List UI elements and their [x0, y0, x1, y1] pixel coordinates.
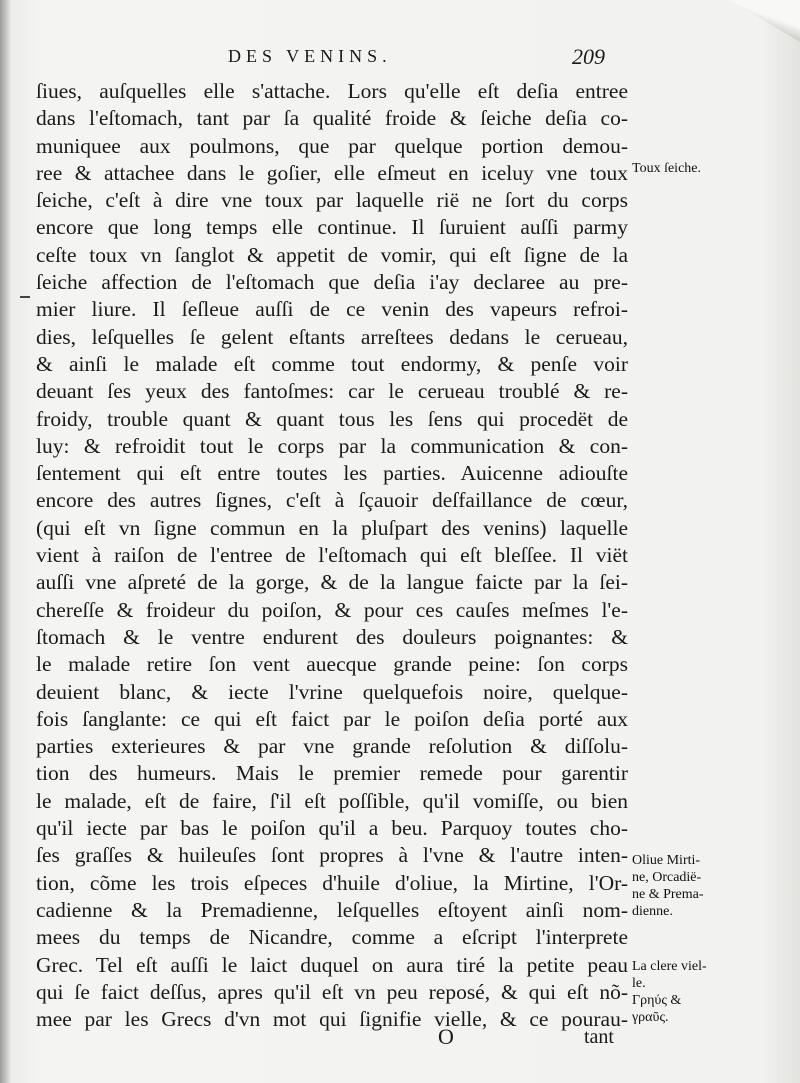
marginal-line: Γρηύς & — [632, 993, 682, 1008]
text-line: auſſi vne aſpreté de la gorge, & de la langue faicte par la ſei- — [36, 570, 628, 595]
text-line: tion des humeurs. Mais le premier remede pour garentir — [36, 761, 628, 786]
text-line: vient à raiſon de l'entree de l'eſtomach qui eſt bleſſee. Il viët — [36, 543, 628, 568]
text-line: ſes graſſes & huileuſes ſont propres à l'vne & l'autre inten- — [36, 843, 628, 868]
page-corner-fold — [730, 0, 800, 42]
page-gutter-shadow — [0, 0, 10, 1083]
running-title: DES VENINS. — [228, 46, 392, 66]
text-line: deuant ſes yeux des fantoſmes: car le cerueau troublé & re- — [36, 379, 628, 404]
text-line: encore des autres ſignes, c'eſt à ſçauoir deſfaillance de cœur, — [36, 488, 628, 513]
marginal-line: γραῦς. — [632, 1010, 669, 1025]
text-line: encore que long temps elle continue. Il ſuruient auſſi parmy — [36, 215, 628, 240]
text-line: ſeiche affection de l'eſtomach que deſia i'ay declaree au pre- — [36, 270, 628, 295]
text-line: & ainſi le malade eſt comme tout endormy, & penſe voir — [36, 351, 628, 376]
text-line: mees du temps de Nicandre, comme a eſcript l'interprete — [36, 925, 628, 950]
text-line: qu'il iecte par bas le poiſon qu'il a beu. Parquoy toutes cho- — [36, 816, 628, 841]
text-line: mier liure. Il ſeſleue auſſi de ce venin des vapeurs refroi- — [36, 297, 628, 322]
marginal-line: ne & Prema- — [632, 887, 704, 902]
text-line: tion, cõme les trois eſpeces d'huile d'oliue, la Mirtine, l'Or- — [36, 870, 628, 895]
catchword: tant — [584, 1026, 614, 1048]
text-line: dans l'eſtomach, tant par ſa qualité froide & ſeiche deſia co- — [36, 106, 628, 131]
marginal-line: ne, Orcadië- — [632, 870, 702, 885]
signature-mark: O — [438, 1024, 454, 1049]
marginal-line: Oliue Mirti- — [632, 853, 701, 868]
text-line: mee par les Grecs d'vn mot qui ſignifie vielle, & ce pourau- — [36, 1007, 628, 1032]
marginal-line: le. — [632, 976, 646, 991]
marginal-note-oliue — [632, 852, 704, 920]
text-line: luy: & refroidit tout le corps par la communication & con- — [36, 433, 628, 458]
text-line: fois ſanglante: ce qui eſt faict par le poiſon deſia porté aux — [36, 706, 628, 731]
text-line: deuient blanc, & iecte l'vrine quelquefois noire, quelque- — [36, 679, 628, 704]
body-text — [36, 78, 628, 1033]
marginal-note-clere — [632, 958, 707, 1026]
text-line: Grec. Tel eſt auſſi le laict duquel on aura tiré la petite peau — [36, 952, 628, 977]
marginal-line: dienne. — [632, 904, 673, 919]
text-line: cadienne & la Premadienne, leſquelles eſtoyent ainſi nom- — [36, 897, 628, 922]
text-line: ſeiche, c'eſt à dire vne toux par laquelle rië ne ſort du corps — [36, 188, 628, 213]
text-line: ree & attachee dans le goſier, elle eſmeut en iceluy vne toux — [36, 160, 628, 185]
marginal-line: La clere viel- — [632, 959, 707, 974]
text-line: parties exterieures & par vne grande reſolution & diſſolu- — [36, 734, 628, 759]
text-line: (qui eſt vn ſigne commun en la pluſpart des venins) laquelle — [36, 515, 628, 540]
text-line: ſtomach & le ventre endurent des douleurs poignantes: & — [36, 624, 628, 649]
text-line: le malade, eſt de faire, ſ'il eſt poſſible, qu'il vomiſſe, ou bien — [36, 788, 628, 813]
text-line: froidy, trouble quant & quant tous les ſens qui procedët de — [36, 406, 628, 431]
text-line: dies, leſquelles ſe gelent eſtants arreſtees dedans le cerueau, — [36, 324, 628, 349]
text-line: ſiues, auſquelles elle s'attache. Lors qu'elle eſt deſia entree — [36, 79, 628, 103]
text-line: ceſte toux vn ſanglot & appetit de vomir, qui eſt ſigne de la — [36, 242, 628, 267]
text-line: ſentement qui eſt entre toutes les parties. Auicenne adiouſte — [36, 461, 628, 486]
margin-mark — [20, 296, 30, 298]
marginal-note-toux: Toux ſeiche. — [632, 161, 701, 176]
text-line: le malade retire ſon vent auecque grande peine: ſon corps — [36, 652, 628, 677]
page-header — [0, 44, 800, 78]
text-line: qui ſe faict deſſus, apres qu'il eſt vn peu reposé, & qui eſt nõ- — [36, 979, 628, 1004]
text-line: muniquee aux poulmons, que par quelque portion demou- — [36, 133, 628, 158]
page-number: 209 — [572, 44, 605, 69]
text-line: chereſſe & froideur du poiſon, & pour ces cauſes meſmes l'e- — [36, 597, 628, 622]
